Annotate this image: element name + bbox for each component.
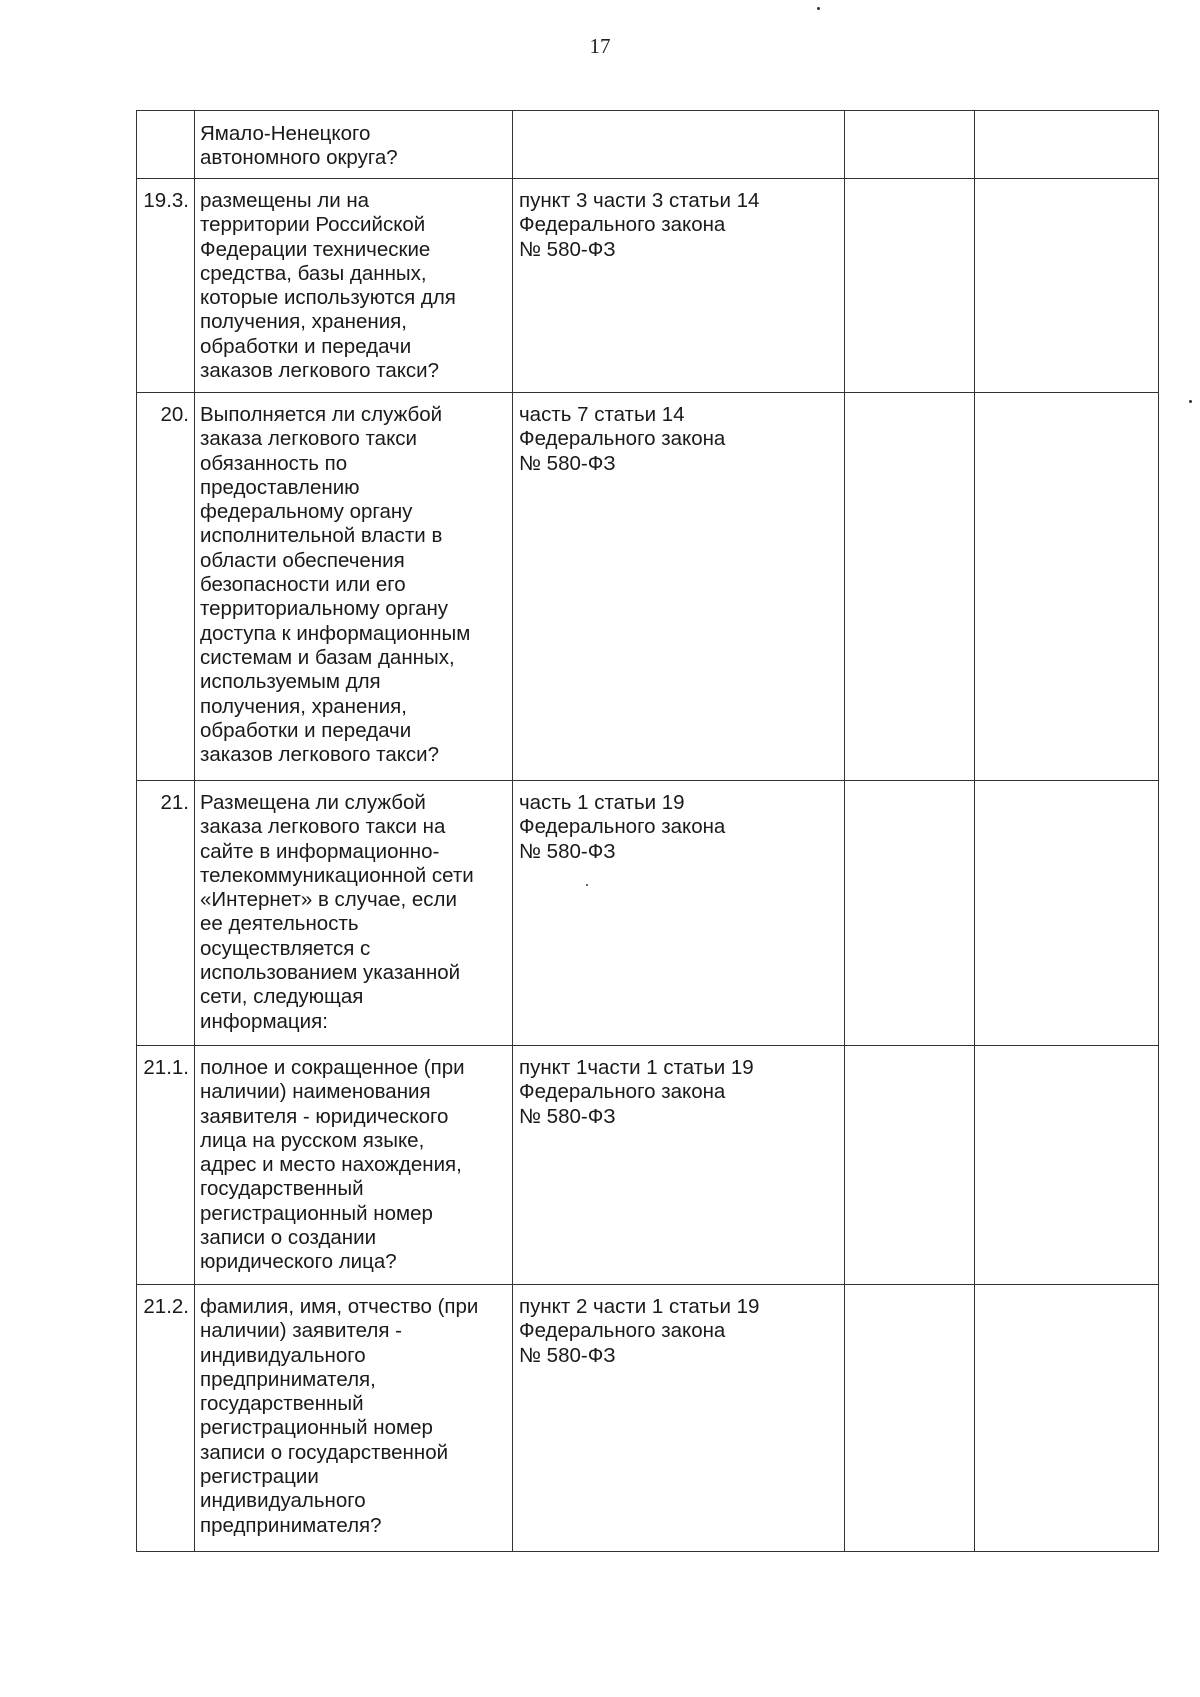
answer-cell [845,393,975,781]
question-text: полное и сокращенное (при наличии) наименования заявителя - юридического лица на русском языке, адрес и место нахождения, государственный регистрационный номер записи о создании юридического лица? [195,1046,513,1285]
item-number: 21. [137,781,195,1046]
item-number: 19.3. [137,179,195,393]
answer-cell [845,1285,975,1552]
question-text: Выполняется ли службой заказа легкового такси обязанность по предоставлению федеральному органу исполнительной власти в области обеспечения безопасности или его территориальному органу доступа к информационным системам и базам данных, используемым для получения, хранения, обработки и передачи заказов легкового такси? [195,393,513,781]
question-text: фамилия, имя, отчество (при наличии) заявителя - индивидуального предпринимателя, государственный регистрационный номер записи о государственной регистрации индивидуального предпринимателя? [195,1285,513,1552]
legal-reference: часть 1 статьи 19 Федерального закона № 580-ФЗ [513,781,845,1046]
answer-cell [845,1046,975,1285]
table-row [137,111,1159,179]
note-cell [975,393,1159,781]
note-cell [975,179,1159,393]
legal-reference: пункт 3 части 3 статьи 14 Федерального закона № 580-ФЗ [513,179,845,393]
question-text: Ямало-Ненецкого автономного округа? [195,111,513,179]
checklist-table [136,110,1159,1552]
legal-reference: пункт 1части 1 статьи 19 Федерального закона № 580-ФЗ [513,1046,845,1285]
table-row [137,781,1159,1046]
answer-cell [845,111,975,179]
answer-cell [845,179,975,393]
item-number: 21.2. [137,1285,195,1552]
item-number: 21.1. [137,1046,195,1285]
legal-reference: часть 7 статьи 14 Федерального закона № 580-ФЗ [513,393,845,781]
note-cell [975,781,1159,1046]
answer-cell [845,781,975,1046]
note-cell [975,111,1159,179]
item-number [137,111,195,179]
question-text: размещены ли на территории Российской Федерации технические средства, базы данных, которые используются для получения, хранения, обработки и передачи заказов легкового такси? [195,179,513,393]
table-row [137,1285,1159,1552]
note-cell [975,1046,1159,1285]
table-row [137,1046,1159,1285]
table-row [137,393,1159,781]
table-row [137,179,1159,393]
scan-speck [1189,400,1192,403]
legal-reference [513,111,845,179]
item-number: 20. [137,393,195,781]
scan-speck [817,7,820,10]
page-number: 17 [589,34,611,58]
legal-reference: пункт 2 части 1 статьи 19 Федерального закона № 580-ФЗ [513,1285,845,1552]
note-cell [975,1285,1159,1552]
question-text: Размещена ли службой заказа легкового такси на сайте в информационно- телекоммуникационной сети «Интернет» в случае, если ее деятельность осуществляется с использованием указанной сети, следующая информация: [195,781,513,1046]
